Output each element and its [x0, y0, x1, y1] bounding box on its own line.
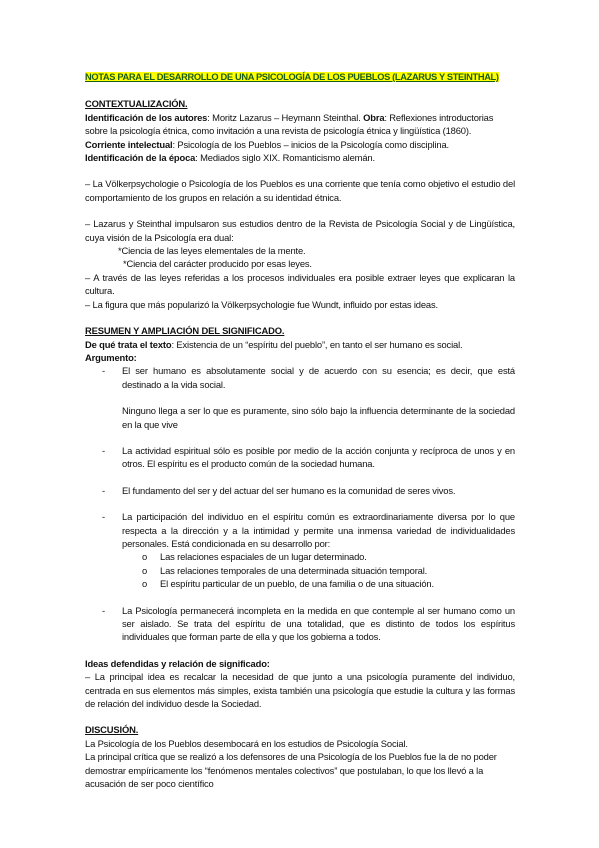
circle-bullet-icon: o [142, 578, 148, 590]
discussion-line-2: La principal crítica que se realizó a los defensores de una Psicología de los Pueblos fue la de no poder demostrar empíricamente los “fenómenos mentales colectivos” que postulaban, lo que los llevó a la acusación de ser poco científico [85, 751, 497, 790]
dash-marker: - [102, 365, 105, 377]
current-label: Corriente intelectual [85, 138, 173, 150]
dual-vision-item-1: *Ciencia de las leyes elementales de la mente. [118, 245, 306, 257]
argument-item-1-text: El ser humano es absolutamente social y de acuerdo con su esencia; es decir, que está destinado a la vida social. [122, 365, 515, 390]
work-label: Obra [363, 111, 385, 123]
discussion-line-1: La Psicología de los Pueblos desembocará en los estudios de Psicología Social. [85, 737, 408, 749]
topic-line [85, 338, 515, 351]
argument-item-2 [85, 444, 515, 471]
epoch-line [85, 151, 515, 164]
dual-vision-item-2: *Ciencia del carácter producido por esas leyes. [123, 258, 312, 270]
argument-colon: : [133, 351, 137, 363]
circle-bullet-icon: o [142, 564, 148, 576]
current-value: : Psicología de los Pueblos – inicios de la Psicología como disciplina. [172, 138, 449, 150]
condition-item-2-text: Las relaciones temporales de una determinada situación temporal. [160, 564, 428, 576]
epoch-value: : Mediados siglo XIX. Romanticismo alemán. [195, 152, 375, 164]
dash-marker: - [102, 511, 105, 523]
dash-marker: - [102, 484, 105, 496]
context-paragraph-2: – Lazarus y Steinthal impulsaron sus estudios dentro de la Revista de Psicología Social y de Lingüística, cuya visión de la Psicología era dual: [85, 218, 515, 243]
discussion-heading: DISCUSIÓN. [85, 724, 139, 736]
summary-heading: RESUMEN Y AMPLIACIÓN DEL SIGNIFICADO. [85, 325, 285, 337]
epoch-label: Identificación de la época [85, 152, 196, 164]
dash-marker: - [102, 604, 105, 616]
argument-item-2-text: La actividad espiritual sólo es posible por medio de la acción conjunta y recíproca de unos y en otros. El espíritu es el producto común de la sociedad humana. [122, 444, 515, 470]
condition-item-1-text: Las relaciones espaciales de un lugar determinado. [160, 551, 367, 563]
ideas-heading: Ideas defendidas y relación de significado: [85, 657, 270, 669]
ideas-text: – La principal idea es recalcar la necesidad de que junto a una psicología puramente del individuo, centrada en sus elementos más simples, exista también una psicología que estudie la cultura y las formas de relación del individuo desde la Sociedad. [85, 671, 515, 710]
condition-item-3-text: El espíritu particular de un pueblo, de una familia o de una situación. [160, 578, 434, 590]
argument-line [85, 351, 515, 364]
authors-label: Identificación de los autores [85, 111, 208, 123]
condition-item-3 [142, 577, 515, 590]
context-paragraph-3: – A través de las leyes referidas a los procesos individuales era posible extraer leyes que explicaran la cultura. [85, 271, 515, 297]
condition-item-1 [142, 550, 515, 563]
current-line [85, 138, 515, 151]
context-heading: CONTEXTUALIZACIÓN. [85, 98, 188, 110]
context-paragraph-1: – La Völkerpsychologie o Psicología de los Pueblos es una corriente que tenía como objetivo el estudio del comportamiento de los grupos en relación a su identidad étnica. [85, 178, 515, 203]
argument-item-3-text: El fundamento del ser y del actuar del ser humano es la comunidad de seres vivos. [122, 484, 456, 496]
condition-item-2 [142, 564, 515, 577]
topic-value: : Existencia de un “espíritu del pueblo”, en tanto el ser humano es social. [171, 338, 463, 350]
document-page [85, 70, 515, 790]
argument-label: Argumento [85, 351, 134, 363]
argument-item-4 [85, 510, 515, 550]
argument-item-1 [85, 364, 515, 431]
circle-bullet-icon: o [142, 551, 148, 563]
topic-label: De qué trata el texto [85, 338, 172, 350]
dash-marker: - [102, 444, 105, 456]
document-title: NOTAS PARA EL DESARROLLO DE UNA PSICOLOGÍA DE LOS PUEBLOS (LAZARUS Y STEINTHAL) [85, 72, 499, 82]
context-paragraph-4: – La figura que más popularizó la Völkerpsychologie fue Wundt, influido por estas ideas. [85, 298, 438, 310]
authors-line [85, 111, 515, 138]
argument-item-5 [85, 604, 515, 644]
argument-item-4-text: La participación del individuo en el espíritu común es extraordinariamente diversa por lo que respecta a la dirección y a la intimidad y permite una inmensa variedad de individualidades personales. Está condicionada en su desarrollo por: [122, 511, 515, 549]
argument-item-3 [85, 484, 515, 497]
argument-item-5-text: La Psicología permanecerá incompleta en la medida en que contemple al ser humano como un ser aislado. Se trata del espíritu de una totalidad, que es distinto de todos los espíritus individuales que forman parte de ella y que los gobierna a todos. [122, 604, 515, 643]
title-line [85, 70, 515, 84]
authors-value: : Moritz Lazarus – Heymann Steinthal. [207, 111, 361, 123]
conditions-list [85, 550, 515, 590]
work-value: : Reflexiones introductorias sobre la psicología étnica, como invitación a una revista de psicología étnica y lingüística (1860). [85, 111, 494, 137]
argument-item-1-continuation: Ninguno llega a ser lo que es puramente, sino sólo bajo la influencia determinante de la sociedad en la que vive [122, 405, 515, 430]
